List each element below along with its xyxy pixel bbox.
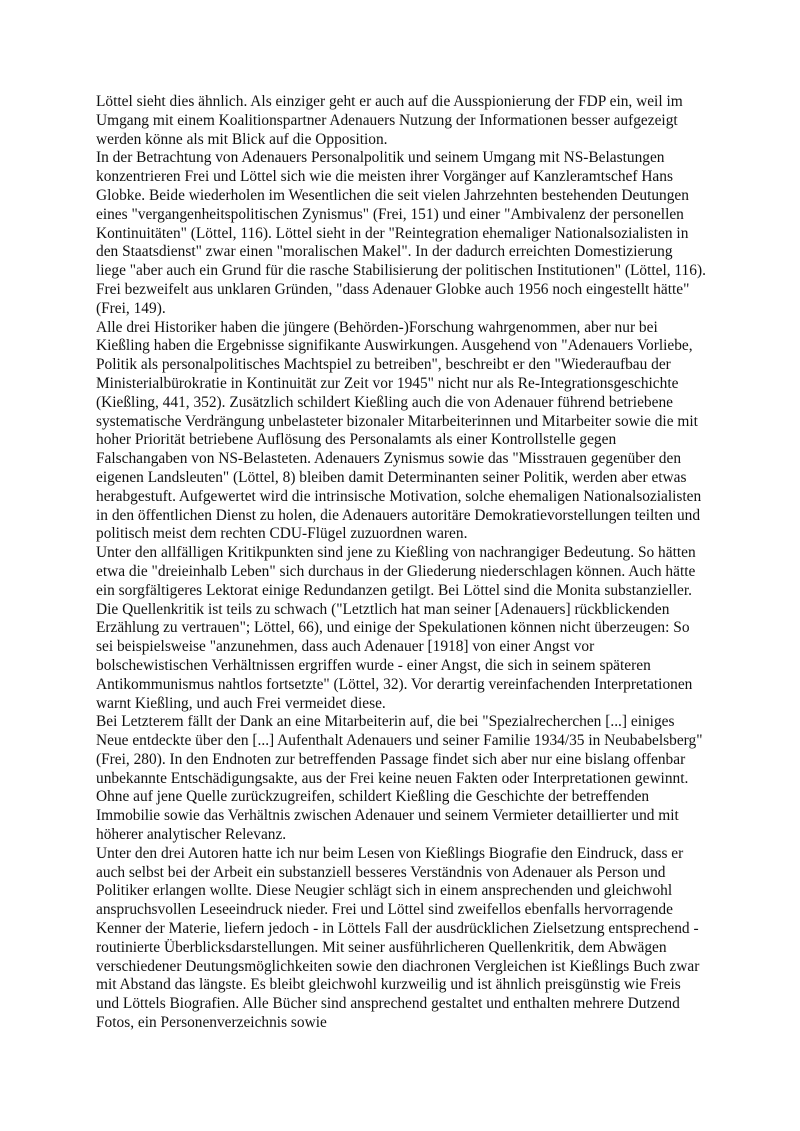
paragraph: Löttel sieht dies ähnlich. Als einziger geht er auch auf die Ausspionierung der FDP ein, weil im Umgang mit einem Koalitionspartner Adenauers Nutzung der Informationen besser aufgezeigt werden könne als mit Blick auf die Opposition. (96, 93, 683, 148)
paragraph: Unter den allfälligen Kritikpunkten sind jene zu Kießling von nachrangiger Bedeutung. So hätten etwa die "dreieinhalb Leben" sich durchaus in der Gliederung niederschlagen können. Auch hätte ein sorgfältigeres Lektorat einige Redundanzen getilgt. Bei Löttel sind die Monita substanzieller. Die Quellenkritik ist teils zu schwach ("Letztlich hat man seiner [Adenauers] rückblickenden Erzählung zu vertrauen"; Löttel, 66), und einige der Spekulationen können nicht überzeugen: So sei beispielsweise "anzunehmen, dass auch Adenauer [1918] von einer Angst vor bolschewistischen Verhältnissen ergriffen wurde - einer Angst, die sich in seinem späteren Antikommunismus nahtlos fortsetzte" (Löttel, 32). Vor derartig vereinfachenden Interpretationen warnt Kießling, und auch Frei vermeidet diese. (96, 544, 696, 712)
paragraph: In der Betrachtung von Adenauers Personalpolitik und seinem Umgang mit NS-Belastungen konzentrieren Frei und Löttel sich wie die meisten ihrer Vorgänger auf Kanzleramtschef Hans Globke. Beide wiederholen im Wesentlichen die seit vielen Jahrzehnten bestehenden Deutungen eines "vergangenheitspolitischen Zynismus" (Frei, 151) und einer "Ambivalenz der personellen Kontinuitäten" (Löttel, 116). Löttel sieht in der "Reintegration ehemaliger Nationalsozialisten in den Staatsdienst" zwar einen "moralischen Makel". In der dadurch erreichten Domestizierung liege "aber auch ein Grund für die rasche Stabilisierung der politischen Institutionen" (Löttel, 116). Frei bezweifelt aus unklaren Gründen, "dass Adenauer Globke auch 1956 noch eingestellt hätte" (Frei, 149). (96, 149, 706, 317)
paragraph: Alle drei Historiker haben die jüngere (Behörden-)Forschung wahrgenommen, aber nur bei Kießling haben die Ergebnisse signifikante Auswirkungen. Ausgehend von "Adenauers Vorliebe, Politik als personalpolitisches Machtspiel zu betreiben", beschreibt er den "Wiederaufbau der Ministerialbürokratie in Kontinuität zur Zeit vor 1945" nicht nur als Re-Integrationsgeschichte (Kießling, 441, 352). Zusätzlich schildert Kießling auch die von Adenauer führend betriebene systematische Verdrängung unbelasteter bizonaler Mitarbeiterinnen und Mitarbeiter sowie die mit hoher Priorität betriebene Auflösung des Personalamts als einer Kontrollstelle gegen Falschangaben von NS-Belasteten. Adenauers Zynismus sowie das "Misstrauen gegenüber den eigenen Landsleuten" (Löttel, 8) bleiben damit Determinanten seiner Politik, werden aber etwas herabgestuft. Aufgewertet wird die intrinsische Motivation, solche ehemaligen Nationalsozialisten in den öffentlichen Dienst zu holen, die Adenauers autoritäre Demokratievorstellungen teilten und politisch meist dem rechten CDU-Flügel zuzuordnen waren. (96, 318, 702, 543)
paragraph: Unter den drei Autoren hatte ich nur beim Lesen von Kießlings Biografie den Eindruck, dass er auch selbst bei der Arbeit ein substanziell besseres Verständnis von Adenauer als Person und Politiker erlangen wollte. Diese Neugier schlägt sich in einem ansprechenden und gleichwohl anspruchsvollen Leseeindruck nieder. Frei und Löttel sind zweifellos ebenfalls hervorragende Kenner der Materie, liefern jedoch - in Löttels Fall der ausdrücklichen Zielsetzung entsprechend - routinierte Überblicksdarstellungen. Mit seiner ausführlicheren Quellenkritik, dem Abwägen verschiedener Deutungsmöglichkeiten sowie den diachronen Vergleichen ist Kießlings Buch zwar mit Abstand das längste. Es bleibt gleichwohl kurzweilig und ist ähnlich preisgünstig wie Freis und Löttels Biografien. Alle Bücher sind ansprechend gestaltet und enthalten mehrere Dutzend Fotos, ein Personenverzeichnis sowie (96, 844, 700, 1032)
paragraph: Bei Letzterem fällt der Dank an eine Mitarbeiterin auf, die bei "Spezialrecherchen [...] einiges Neue entdeckte über den [...] Aufenthalt Adenauers und seiner Familie 1934/35 in Neubabelsberg" (Frei, 280). In den Endnoten zur betreffenden Passage findet sich aber nur eine bislang offenbar unbekannte Entschädigungsakte, aus der Frei keine neuen Fakten oder Interpretationen gewinnt. Ohne auf jene Quelle zurückzugreifen, schildert Kießling die Geschichte der betreffenden Immobilie sowie das Verhältnis zwischen Adenauer und seinem Vermieter detaillierter und mit höherer analytischer Relevanz. (96, 713, 703, 844)
document-body (96, 93, 706, 1033)
